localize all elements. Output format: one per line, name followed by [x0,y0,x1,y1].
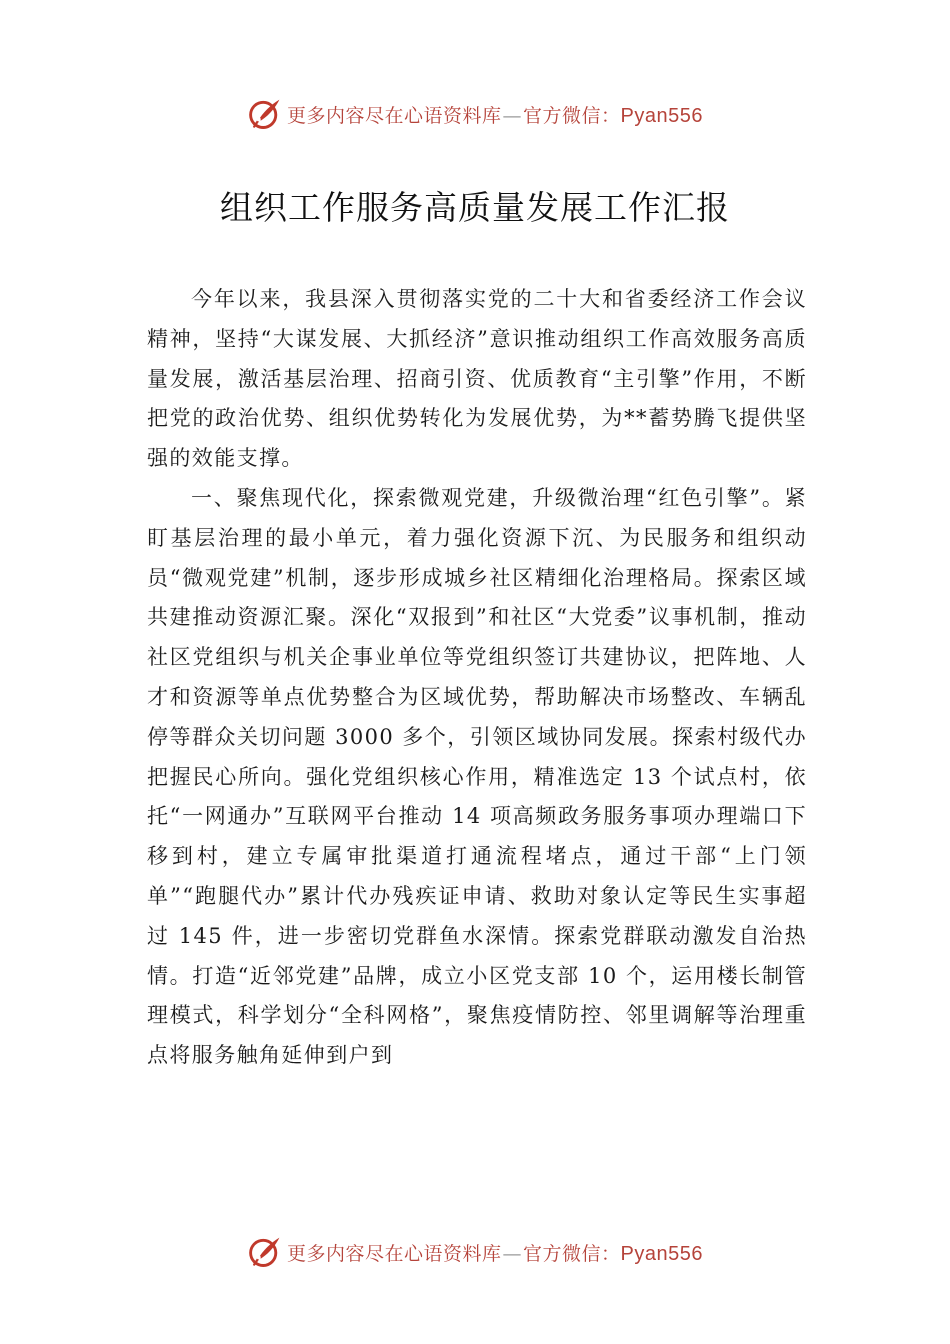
header-banner-contact-label: 官方微信： [523,104,621,127]
footer-banner-contact-id: Pyan556 [620,1242,703,1265]
footer-banner-text [287,1239,703,1266]
paragraph-intro: 今年以来，我县深入贯彻落实党的二十大和省委经济工作会议精神，坚持“大谋发展、大抓经济”意识推动组织工作高效服务高质量发展，激活基层治理、招商引资、优质教育“主引擎”作用，不断把党的政治优势、组织优势转化为发展优势，为**蓄势腾飞提供坚强的效能支撑。 [147,287,807,471]
footer-banner-contact-label: 官方微信： [523,1242,621,1265]
paragraph-section-one: 一、聚焦现代化，探索微观党建，升级微治理“红色引擎”。紧盯基层治理的最小单元，着力强化资源下沉、为民服务和组织动员“微观党建”机制，逐步形成城乡社区精细化治理格局。探索区域共建推动资源汇聚。深化“双报到”和社区“大党委”议事机制，推动社区党组织与机关企事业单位等党组织签订共建协议，把阵地、人才和资源等单点优势整合为区域优势，帮助解决市场整改、车辆乱停等群众关切问题 3000 多个，引领区域协同发展。探索村级代办把握民心所向。强化党组织核心作用，精准选定 13 个试点村，依托“一网通办”互联网平台推动 14 项高频政务服务事项办理端口下移到村，建立专属审批渠道打通流程堵点，通过干部“上门领单”“跑腿代办”累计代办残疾证申请、救助对象认定等民生实事超过 145 件，进一步密切党群鱼水深情。探索党群联动激发自治热情。打造“近邻党建”品牌，成立小区党支部 10 个，运用楼长制管理模式，科学划分“全科网格”，聚焦疫情防控、邻里调解等治理重点将服务触角延伸到户到 [147,485,807,1068]
header-banner [0,94,950,134]
quill-pen-logo-icon [247,1234,283,1270]
document-title: 组织工作服务高质量发展工作汇报 [220,188,730,227]
header-banner-text [287,101,703,128]
document-body [147,280,807,1076]
header-banner-contact-id: Pyan556 [620,104,703,127]
footer-banner-slogan: 更多内容尽在心语资料库 [287,1242,502,1265]
quill-pen-logo-icon [247,96,283,132]
footer-banner [0,1232,950,1272]
header-banner-separator: — [502,104,523,127]
footer-banner-separator: — [502,1242,523,1265]
header-banner-slogan: 更多内容尽在心语资料库 [287,104,502,127]
